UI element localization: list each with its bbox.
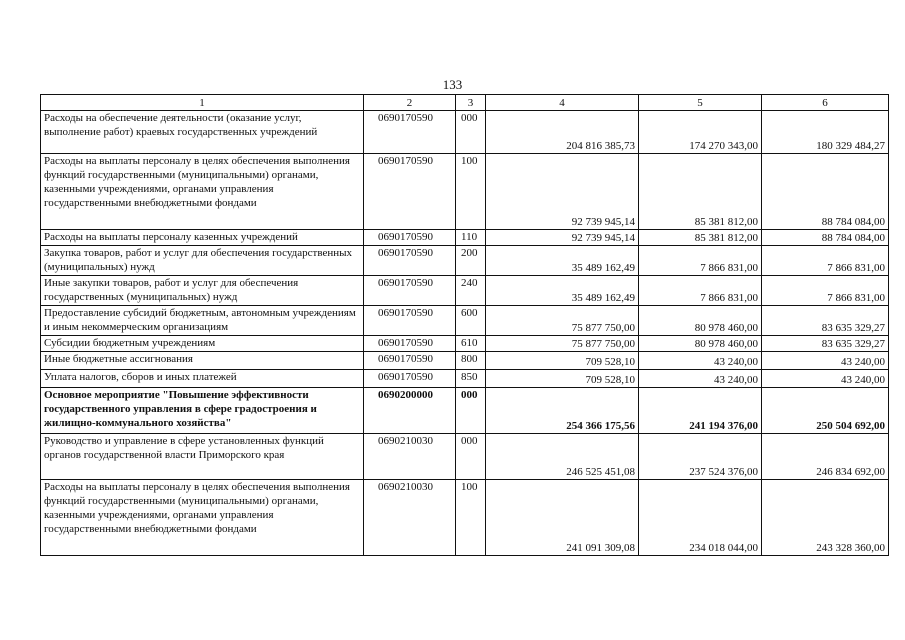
row-expense-type: 000 [456, 434, 486, 480]
row-description: Расходы на выплаты персоналу в целях обеспечения выполнения функций государственными (муниципальными) органами, казенными учреждениями, органами управления государственными внебюджетными фондами [41, 154, 364, 230]
row-description: Уплата налогов, сборов и иных платежей [41, 370, 364, 388]
row-value-col6: 180 329 484,27 [762, 111, 889, 154]
row-value-col4: 75 877 750,00 [486, 336, 639, 352]
column-header: 4 [486, 95, 639, 111]
row-expense-type: 000 [456, 388, 486, 434]
row-description: Иные бюджетные ассигнования [41, 352, 364, 370]
row-value-col4: 709 528,10 [486, 352, 639, 370]
row-target-code: 0690170590 [364, 230, 456, 246]
row-value-col4: 92 739 945,14 [486, 230, 639, 246]
row-value-col6: 88 784 084,00 [762, 230, 889, 246]
row-value-col6: 243 328 360,00 [762, 480, 889, 556]
row-value-col5: 85 381 812,00 [639, 230, 762, 246]
row-value-col6: 83 635 329,27 [762, 306, 889, 336]
row-expense-type: 000 [456, 111, 486, 154]
row-expense-type: 110 [456, 230, 486, 246]
column-header: 2 [364, 95, 456, 111]
column-header: 5 [639, 95, 762, 111]
row-description: Субсидии бюджетным учреждениям [41, 336, 364, 352]
row-value-col6: 43 240,00 [762, 352, 889, 370]
row-value-col6: 7 866 831,00 [762, 276, 889, 306]
budget-table [40, 94, 889, 556]
row-value-col5: 237 524 376,00 [639, 434, 762, 480]
row-value-col4: 241 091 309,08 [486, 480, 639, 556]
row-expense-type: 610 [456, 336, 486, 352]
row-expense-type: 200 [456, 246, 486, 276]
row-value-col6: 246 834 692,00 [762, 434, 889, 480]
row-value-col5: 80 978 460,00 [639, 336, 762, 352]
row-expense-type: 240 [456, 276, 486, 306]
row-target-code: 0690170590 [364, 276, 456, 306]
row-expense-type: 850 [456, 370, 486, 388]
row-expense-type: 100 [456, 480, 486, 556]
table-header-row [41, 95, 889, 111]
row-description: Расходы на обеспечение деятельности (оказание услуг, выполнение работ) краевых государственных учреждений [41, 111, 364, 154]
page-number: 133 [442, 77, 463, 92]
row-value-col5: 80 978 460,00 [639, 306, 762, 336]
table-row [41, 306, 889, 336]
row-expense-type: 800 [456, 352, 486, 370]
row-description: Закупка товаров, работ и услуг для обеспечения государственных (муниципальных) нужд [41, 246, 364, 276]
column-header: 1 [41, 95, 364, 111]
row-value-col5: 7 866 831,00 [639, 276, 762, 306]
row-target-code: 0690170590 [364, 336, 456, 352]
table-row [41, 336, 889, 352]
row-target-code: 0690170590 [364, 352, 456, 370]
row-value-col4: 35 489 162,49 [486, 276, 639, 306]
row-description: Иные закупки товаров, работ и услуг для обеспечения государственных (муниципальных) нужд [41, 276, 364, 306]
row-target-code: 0690170590 [364, 306, 456, 336]
row-description: Расходы на выплаты персоналу казенных учреждений [41, 230, 364, 246]
row-value-col5: 174 270 343,00 [639, 111, 762, 154]
row-description: Основное мероприятие "Повышение эффективности государственного управления в сфере градостроения и жилищно-коммунального хозяйства" [41, 388, 364, 434]
row-target-code: 0690210030 [364, 480, 456, 556]
column-header: 6 [762, 95, 889, 111]
row-value-col4: 35 489 162,49 [486, 246, 639, 276]
row-target-code: 0690200000 [364, 388, 456, 434]
row-description: Предоставление субсидий бюджетным, автономным учреждениям и иным некоммерческим организациям [41, 306, 364, 336]
table-row [41, 230, 889, 246]
table-row [41, 370, 889, 388]
table-row-main-activity [41, 388, 889, 434]
row-value-col4: 204 816 385,73 [486, 111, 639, 154]
row-target-code: 0690170590 [364, 246, 456, 276]
row-target-code: 0690170590 [364, 154, 456, 230]
row-value-col4: 709 528,10 [486, 370, 639, 388]
row-value-col6: 83 635 329,27 [762, 336, 889, 352]
row-target-code: 0690210030 [364, 434, 456, 480]
row-value-col6: 43 240,00 [762, 370, 889, 388]
row-value-col4: 246 525 451,08 [486, 434, 639, 480]
table-row [41, 154, 889, 230]
table-row [41, 434, 889, 480]
table-row [41, 111, 889, 154]
table-row [41, 480, 889, 556]
row-value-col5: 7 866 831,00 [639, 246, 762, 276]
row-description: Руководство и управление в сфере установленных функций органов государственной власти Приморского края [41, 434, 364, 480]
row-value-col4: 92 739 945,14 [486, 154, 639, 230]
row-description: Расходы на выплаты персоналу в целях обеспечения выполнения функций государственными (муниципальными) органами, казенными учреждениями, органами управления государственными внебюджетными фондами [41, 480, 364, 556]
table-row [41, 276, 889, 306]
row-value-col4: 75 877 750,00 [486, 306, 639, 336]
table-row [41, 246, 889, 276]
row-value-col6: 88 784 084,00 [762, 154, 889, 230]
table-row [41, 352, 889, 370]
row-value-col5: 234 018 044,00 [639, 480, 762, 556]
row-expense-type: 100 [456, 154, 486, 230]
row-value-col6: 250 504 692,00 [762, 388, 889, 434]
row-value-col5: 241 194 376,00 [639, 388, 762, 434]
row-value-col4: 254 366 175,56 [486, 388, 639, 434]
row-value-col5: 43 240,00 [639, 352, 762, 370]
row-expense-type: 600 [456, 306, 486, 336]
column-header: 3 [456, 95, 486, 111]
row-target-code: 0690170590 [364, 370, 456, 388]
row-value-col5: 85 381 812,00 [639, 154, 762, 230]
row-value-col5: 43 240,00 [639, 370, 762, 388]
row-target-code: 0690170590 [364, 111, 456, 154]
row-value-col6: 7 866 831,00 [762, 246, 889, 276]
